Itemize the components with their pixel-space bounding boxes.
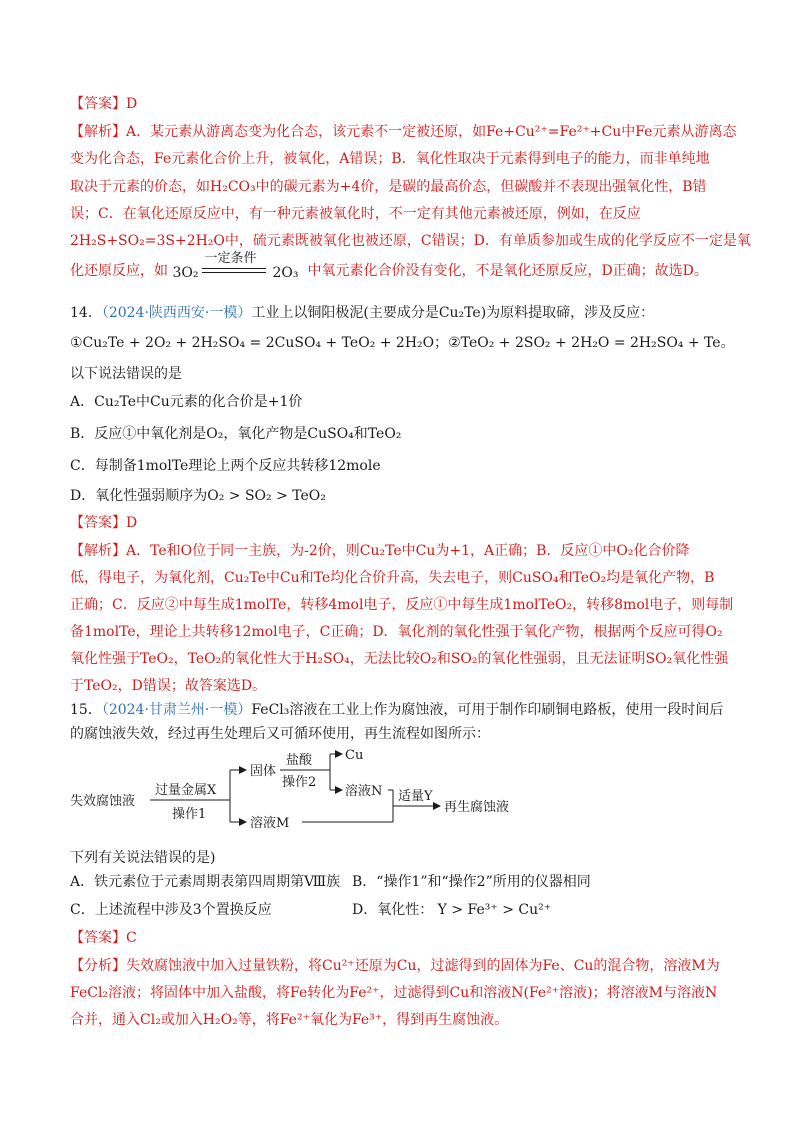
q14-question: 以下说法错误的是 bbox=[70, 366, 182, 382]
flow-cu: Cu bbox=[345, 748, 364, 763]
q14-explanation-line: 氧化性强于TeO₂，TeO₂的氧化性大于H₂SO₄，无法比较O₂和SO₂的氧化性强弱，且无法证明SO₂氧化性强 bbox=[70, 651, 729, 667]
flow-start: 失效腐蚀液 bbox=[70, 794, 136, 809]
q13-explanation-line: 2H₂S+SO₂=3S+2H₂O中，硫元素既被氧化也被还原，C错误；D．有单质参加或生成的化学反应不一定是氧 bbox=[70, 233, 751, 249]
q14-reactions: ①Cu₂Te + 2O₂ + 2H₂SO₄ = 2CuSO₄ + TeO₂ + 2H₂O；②TeO₂ + 2SO₂ + 2H₂O = 2H₂SO₄ + Te。 bbox=[70, 335, 735, 351]
q15-analysis-line: FeCl₂溶液；将固体中加入盐酸，将Fe转化为Fe²⁺，过滤得到Cu和溶液N(Fe²⁺溶液)；将溶液M与溶液N bbox=[70, 985, 718, 1001]
q13-explanation-line: 取决于元素的价态，如H₂CO₃中的碳元素为+4价，是碳的最高价态，但碳酸并不表现出强氧化性，B错 bbox=[70, 179, 707, 195]
q14-explanation-line: 于TeO₂，D错误；故答案选D。 bbox=[70, 678, 267, 694]
flow-soln-n: 溶液N bbox=[345, 784, 383, 799]
q14-option-b: B．反应①中氧化剂是O₂，氧化产物是CuSO₄和TeO₂ bbox=[70, 426, 402, 442]
q13-explanation-line: 化还原反应，如 3O₂ 一定条件 2O₃ 中氧元素化合价没有变化，不是氧化还原反应，D正确；故选D。 bbox=[70, 251, 708, 281]
q14-explanation-line: 备1molTe，理论上共转移12mol电子，C正确；D．氧化剂的氧化性强于氧化产物，根据两个反应可得O₂ bbox=[70, 624, 723, 640]
flow-hcl: 盐酸 bbox=[286, 753, 313, 768]
q14-explanation-line: 正确；C．反应②中每生成1molTe，转移4mol电子，反应①中每生成1molTeO₂，转移8mol电子，则每制 bbox=[70, 597, 734, 613]
q15-analysis-line: 合并，通入Cl₂或加入H₂O₂等，将Fe²⁺氧化为Fe³⁺，得到再生腐蚀液。 bbox=[70, 1012, 509, 1028]
q14-option-d: D．氧化性强弱顺序为O₂ > SO₂ > TeO₂ bbox=[70, 488, 326, 504]
flow-soln-m: 溶液M bbox=[250, 816, 290, 831]
flow-y: 适量Y bbox=[398, 789, 433, 804]
flow-op1: 操作1 bbox=[172, 807, 207, 822]
q13-explanation-line: 误；C．在氧化还原反应中，有一种元素被氧化时，不一定有其他元素被还原，例如，在反应 bbox=[70, 206, 641, 222]
q13-answer: 【答案】D bbox=[70, 96, 138, 112]
q14-stem: 14．（2024·陕西西安·一模）工业上以铜阳极泥(主要成分是Cu₂Te)为原料提取碲，涉及反应： bbox=[70, 305, 655, 321]
q14-explanation-line: 低，得电子，为氧化剂，Cu₂Te中Cu和Te均化合价升高，失去电子，则CuSO₄和TeO₂均是氧化产物，B bbox=[70, 570, 715, 586]
flow-product: 再生腐蚀液 bbox=[444, 800, 510, 815]
q15-stem: 的腐蚀液失效，经过再生处理后又可循环使用，再生流程如图所示： bbox=[70, 726, 490, 742]
q14-option-a: A．Cu₂Te中Cu元素的化合价是+1价 bbox=[70, 394, 303, 410]
q15-option-d: D．氧化性： Y > Fe³⁺ > Cu²⁺ bbox=[352, 902, 552, 918]
q15-analysis-line: 【分析】失效腐蚀液中加入过量铁粉，将Cu²⁺还原为Cu，过滤得到的固体为Fe、Cu的混合物，溶液M为 bbox=[70, 958, 720, 974]
q13-explanation-line: 变为化合态，Fe元素化合价上升，被氧化，A错误；B．氧化性取决于元素得到电子的能力，而非单纯地 bbox=[70, 151, 710, 167]
q15-option-c: C．上述流程中涉及3个置换反应 bbox=[70, 902, 272, 918]
q14-option-c: C．每制备1molTe理论上两个反应共转移12mole bbox=[70, 458, 381, 474]
q15-option-b: B．“操作1”和“操作2”所用的仪器相同 bbox=[352, 874, 591, 890]
q13-explanation-line: 【解析】A．某元素从游离态变为化合态，该元素不一定被还原，如Fe+Cu²⁺=Fe²⁺+Cu中Fe元素从游离态 bbox=[70, 124, 737, 140]
q14-explanation-line: 【解析】A．Te和O位于同一主族，为-2价，则Cu₂Te中Cu为+1，A正确；B．反应①中O₂化合价降 bbox=[70, 543, 690, 559]
q15-answer: 【答案】C bbox=[70, 930, 137, 946]
q15-question: 下列有关说法错误的是) bbox=[70, 850, 216, 866]
q14-answer: 【答案】D bbox=[70, 515, 138, 531]
q15-option-a: A．铁元素位于元素周期表第四周期第Ⅷ族 bbox=[70, 874, 341, 890]
flow-reagent-x: 过量金属X bbox=[155, 783, 217, 798]
ozone-equation: 3O₂ 一定条件 2O₃ bbox=[172, 251, 299, 281]
regeneration-flow-diagram bbox=[70, 742, 510, 842]
q15-stem: 15．（2024·甘肃兰州·一模）FeCl₃溶液在工业上作为腐蚀液，可用于制作印刷铜电路板，使用一段时间后 bbox=[70, 702, 724, 718]
flow-solid: 固体 bbox=[250, 764, 277, 779]
flow-op2: 操作2 bbox=[282, 775, 317, 790]
